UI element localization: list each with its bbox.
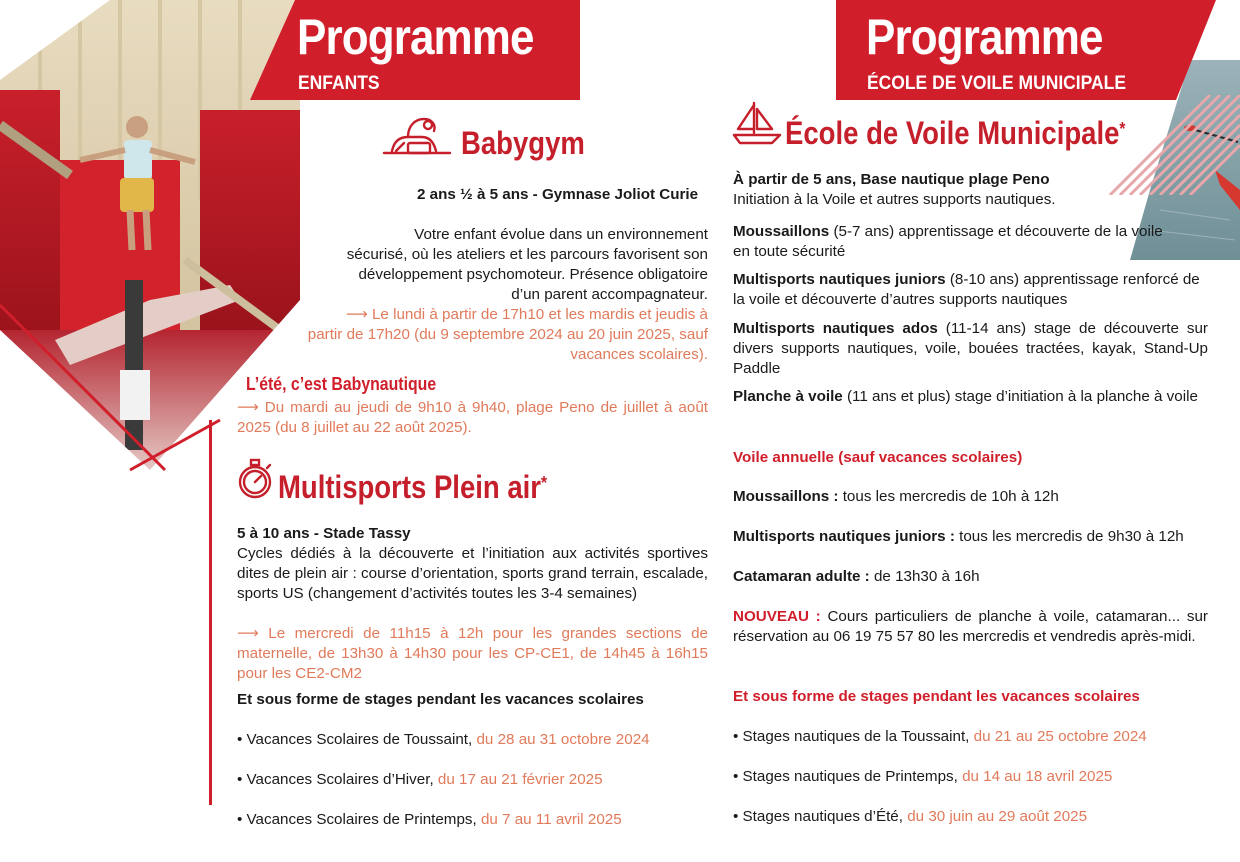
stage-dates: du 30 juin au 29 août 2025 xyxy=(907,808,1088,825)
multisports-age: 5 à 10 ans - Stade Tassy xyxy=(237,525,411,542)
voile-program xyxy=(733,387,1208,407)
arrow-right-icon: ⟶ xyxy=(237,399,265,416)
multisports-description: Cycles dédiés à la découverte et l’initiation aux activités sportives dites de plein air : course d’orientation, sports grand terrain, escalade, sports US (changement d’activités toutes les 3-4 semaines) xyxy=(237,545,708,602)
voile-title xyxy=(785,116,1125,150)
stage-dates: du 14 au 18 avril 2025 xyxy=(962,768,1113,785)
program-desc: (11-14 ans) stage de découverte sur divers supports nautiques, voile, bouées tractées, kayak, Stand-Up Paddle xyxy=(733,320,1208,377)
program-name: Multisports nautiques ados xyxy=(733,320,938,337)
program-name: Planche à voile xyxy=(733,388,843,405)
babynautique-schedule xyxy=(237,398,708,438)
annuelle-item xyxy=(733,567,1208,587)
annuelle-name: Multisports nautiques juniors : xyxy=(733,528,955,545)
annuelle-item xyxy=(733,487,1208,507)
stage-label: Stages nautiques d’Été, xyxy=(742,808,908,825)
stopwatch-icon xyxy=(236,458,274,500)
yoga-pose-icon xyxy=(378,113,456,157)
voile-title-asterisk: * xyxy=(1119,119,1126,139)
annuelle-name: Catamaran adulte : xyxy=(733,568,870,585)
annuelle-desc: de 13h30 à 16h xyxy=(869,568,980,585)
multisports-title xyxy=(278,470,547,504)
voile-program xyxy=(733,222,1163,262)
arrow-right-icon: ⟶ xyxy=(237,625,269,642)
babygym-schedule-text: Le lundi à partir de 17h10 et les mardis et jeudis à partir de 17h20 (du 9 septembre 2024 au 20 juin 2025, sauf vacances scolaires). xyxy=(307,306,708,363)
list-item: • Vacances Scolaires de Toussaint, du 28 au 31 octobre 2024 xyxy=(237,731,650,748)
left-banner-subtitle: ENFANTS xyxy=(298,73,380,94)
babygym-title: Babygym xyxy=(461,125,585,161)
voile-stages-title: Et sous forme de stages pendant les vacances scolaires xyxy=(733,688,1140,705)
stage-label: Stages nautiques de la Toussaint, xyxy=(742,728,974,745)
list-item: • Stages nautiques d’Été, du 30 juin au 29 août 2025 xyxy=(733,808,1088,825)
voile-intro: Initiation à la Voile et autres supports nautiques. xyxy=(733,191,1056,208)
stage-label: Stages nautiques de Printemps, xyxy=(742,768,963,785)
annuelle-desc: tous les mercredis de 10h à 12h xyxy=(838,488,1059,505)
sailboat-icon xyxy=(732,99,782,147)
voile-program xyxy=(733,319,1208,379)
babynautique-title: L’été, c’est Babynautique xyxy=(246,374,437,394)
stage-label: Vacances Scolaires de Toussaint, xyxy=(246,731,477,748)
annuelle-desc: tous les mercredis de 9h30 à 12h xyxy=(954,528,1184,545)
nouveau-label: NOUVEAU : xyxy=(733,608,821,625)
multisports-stages-title: Et sous forme de stages pendant les vacances scolaires xyxy=(237,691,644,708)
program-name: Multisports nautiques juniors xyxy=(733,271,946,288)
multisports-title-text: Multisports Plein air xyxy=(278,469,542,505)
program-desc: (8-10 ans) apprentissage renforcé de la voile et découverte d’autres supports nautiques xyxy=(733,271,1200,308)
stage-label: Vacances Scolaires d’Hiver, xyxy=(246,771,438,788)
left-banner-title: Programme xyxy=(297,9,534,65)
babygym-age: 2 ans ½ à 5 ans - Gymnase Joliot Curie xyxy=(417,186,699,203)
list-item: • Vacances Scolaires d’Hiver, du 17 au 21 février 2025 xyxy=(237,771,603,788)
arrow-right-icon: ⟶ xyxy=(345,306,372,323)
voile-title-text: École de Voile Municipale xyxy=(785,115,1120,151)
annuelle-item xyxy=(733,527,1208,547)
right-banner-subtitle: ÉCOLE DE VOILE MUNICIPALE xyxy=(867,73,1126,94)
red-divider-line xyxy=(209,420,212,805)
program-name: Moussaillons xyxy=(733,223,830,240)
voile-program xyxy=(733,270,1208,310)
voile-annuelle-title: Voile annuelle (sauf vacances scolaires) xyxy=(733,449,1023,466)
program-desc: (11 ans et plus) stage d’initiation à la planche à voile xyxy=(842,388,1198,405)
voile-age: À partir de 5 ans, Base nautique plage Peno xyxy=(733,171,1050,188)
stage-label: Vacances Scolaires de Printemps, xyxy=(246,811,481,828)
multisports-schedule xyxy=(237,624,708,684)
stage-dates: du 17 au 21 février 2025 xyxy=(437,771,603,788)
babynautique-schedule-text: Du mardi au jeudi de 9h10 à 9h40, plage Peno de juillet à août 2025 (du 8 juillet au 22 août 2025). xyxy=(237,399,708,436)
multisports-schedule-text: Le mercredi de 11h15 à 12h pour les grandes sections de maternelle, de 13h30 à 14h30 pour les CP-CE1, de 14h45 à 16h15 pour les CE2-CM2 xyxy=(237,625,708,682)
list-item: • Stages nautiques de la Toussaint, du 21 au 25 octobre 2024 xyxy=(733,728,1147,745)
babygym-schedule xyxy=(272,305,708,365)
nouveau-note xyxy=(733,607,1208,647)
babygym-description: Votre enfant évolue dans un environnement sécurisé, où les ateliers et les parcours favorisent son développement psychomoteur. Présence obligatoire d’un parent accompagnateur. xyxy=(346,226,708,303)
list-item: • Stages nautiques de Printemps, du 14 au 18 avril 2025 xyxy=(733,768,1113,785)
multisports-title-asterisk: * xyxy=(541,473,548,493)
program-desc: (5-7 ans) apprentissage et découverte de la voile en toute sécurité xyxy=(733,223,1163,260)
right-banner-title: Programme xyxy=(866,9,1103,65)
stage-dates: du 21 au 25 octobre 2024 xyxy=(973,728,1147,745)
stage-dates: du 28 au 31 octobre 2024 xyxy=(476,731,650,748)
stage-dates: du 7 au 11 avril 2025 xyxy=(480,811,622,828)
annuelle-name: Moussaillons : xyxy=(733,488,839,505)
nouveau-text: Cours particuliers de planche à voile, catamaran... sur réservation au 06 19 75 57 80 les mercredis et vendredis après-midi. xyxy=(733,608,1208,645)
list-item: • Vacances Scolaires de Printemps, du 7 au 11 avril 2025 xyxy=(237,811,622,828)
